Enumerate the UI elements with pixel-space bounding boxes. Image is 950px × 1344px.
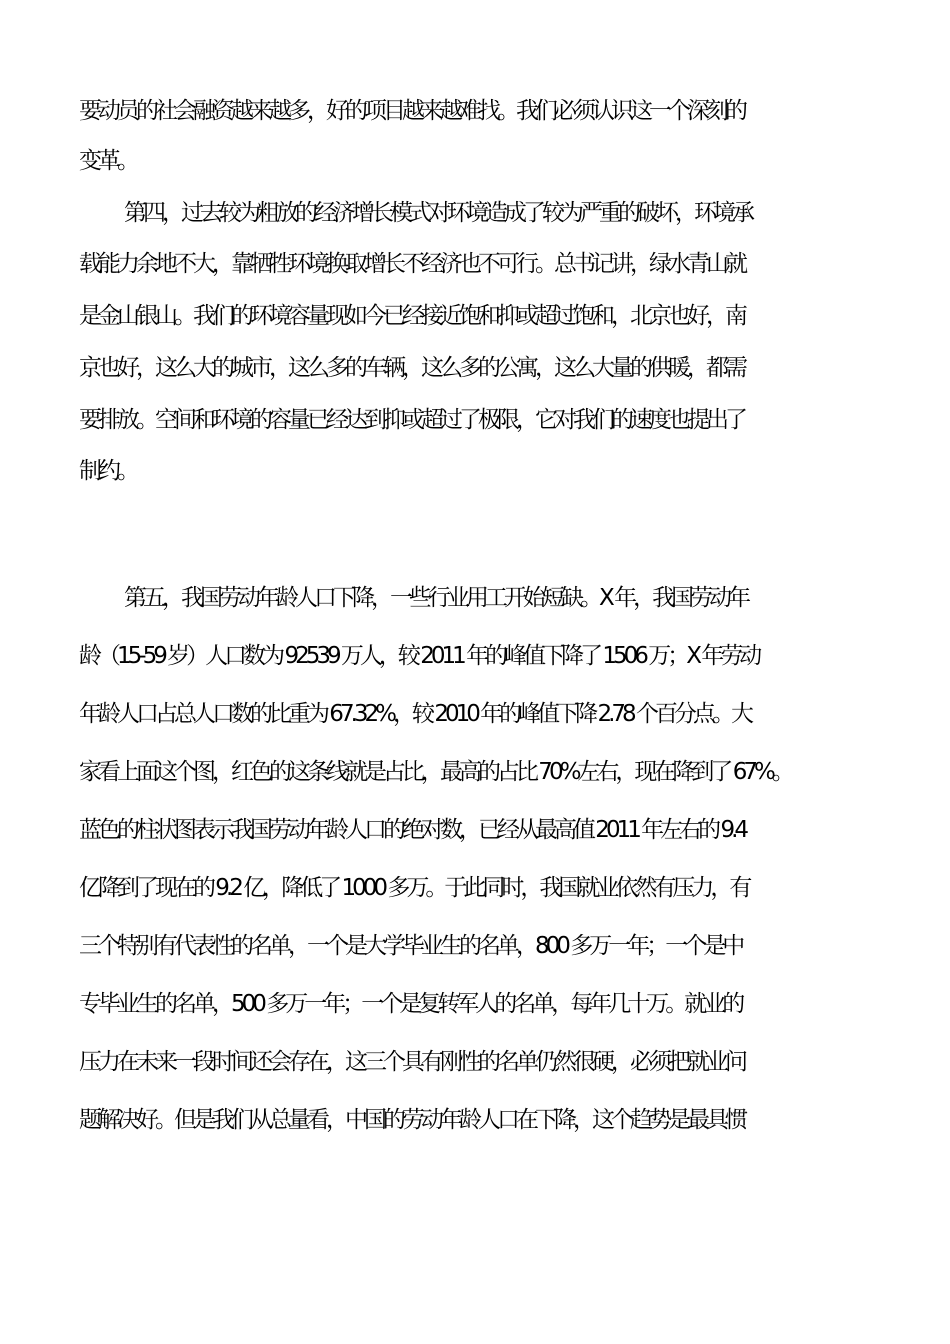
text-line: 亿降到了现在的 9.2 亿，降低了 1000 多万。于此同时，我国就业依然有压力，有 bbox=[79, 875, 749, 901]
text-line: 是金山银山。我们的环境容量现如今已经接近饱和抑或超过饱和，北京也好，南 bbox=[79, 303, 744, 329]
text-line: 载能力余地不大，靠牺牲环境换取增长不经济也不可行。总书记讲，绿水青山就 bbox=[79, 251, 744, 277]
text-line: 龄（15-59 岁）人口数为 92539 万人，较 2011 年的峰值下降了 1506 万；X 年劳动 bbox=[79, 643, 759, 669]
text-line: 专毕业生的名单，500 多万一年；一个是复转军人的名单，每年几十万。就业的 bbox=[79, 991, 742, 1017]
paragraph-first-line: 第四，过去较为粗放的经济增长模式对环境造成了较为严重的破坏，环境承 bbox=[124, 200, 751, 226]
text-line: 要排放。空间和环境的容量已经达到抑或超过了极限，它对我们的速度也提出了 bbox=[79, 407, 744, 433]
text-line: 三个特别有代表性的名单，一个是大学毕业生的名单，800 多万一年；一个是中 bbox=[79, 933, 742, 959]
text-line: 题解决好。但是我们从总量看，中国的劳动年龄人口在下降，这个趋势是最具惯 bbox=[79, 1107, 744, 1133]
text-line: 家看上面这个图，红色的这条线就是占比，最高的占比 70%左右，现在降到了 67%。 bbox=[79, 759, 791, 785]
text-line: 京也好，这么大的城市，这么多的车辆，这么多的公寓，这么大量的供暖，都需 bbox=[79, 355, 744, 381]
text-line: 压力在未来一段时间还会存在，这三个具有刚性的名单仍然很硬，必须把就业问 bbox=[79, 1049, 744, 1075]
text-line: 蓝色的柱状图表示我国劳动年龄人口的绝对数，已经从最高值 2011 年左右的 9.4 bbox=[79, 817, 746, 843]
paragraph-first-line: 第五，我国劳动年龄人口下降，一些行业用工开始短缺。X 年，我国劳动年 bbox=[124, 585, 748, 611]
text-line: 变革。 bbox=[79, 148, 136, 174]
text-line: 制约。 bbox=[79, 458, 136, 484]
text-line: 要动员的社会融资越来越多，好的项目越来越难找。我们必须认识这一个深刻的 bbox=[79, 98, 744, 124]
text-line: 年龄人口占总人口数的比重为 67.32%，较 2010 年的峰值下降 2.78 个百分点。大 bbox=[79, 701, 750, 727]
